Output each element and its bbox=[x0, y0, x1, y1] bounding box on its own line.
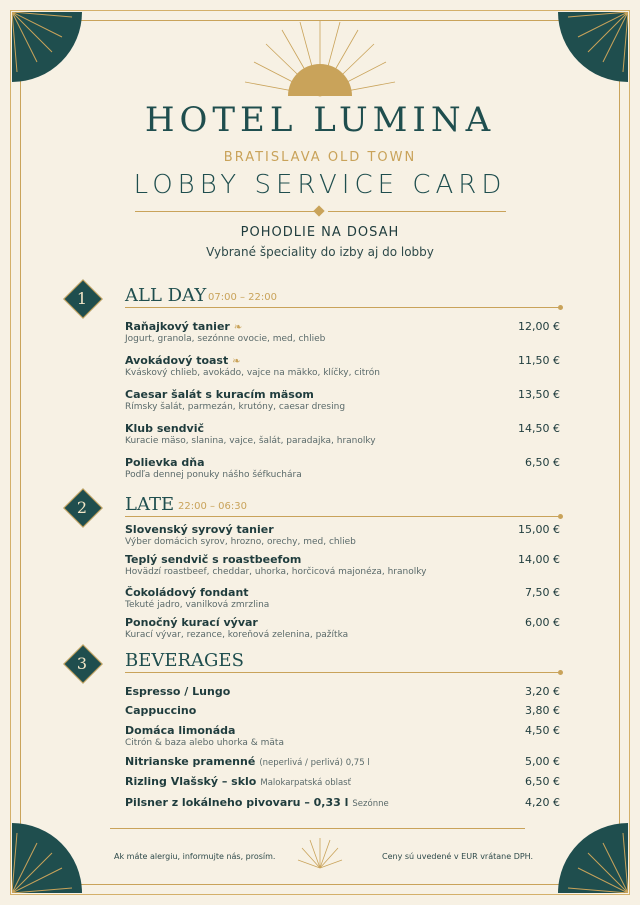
section-number: 2 bbox=[76, 498, 88, 517]
menu-item-label: Nitrianske pramenné bbox=[125, 755, 256, 768]
menu-item-price: 4,50 € bbox=[525, 724, 560, 737]
menu-item-description: Podľa dennej ponuky nášho šéfkuchára bbox=[125, 470, 302, 480]
menu-item-price: 13,50 € bbox=[518, 388, 560, 401]
menu-item-description: Kuracie mäso, slanina, vajce, šalát, paradajka, hranolky bbox=[125, 436, 376, 446]
section-line-dot bbox=[558, 514, 563, 519]
menu-item-note: (neperlivá / perlivá) 0,75 l bbox=[259, 758, 370, 768]
card-title: LOBBY SERVICE CARD bbox=[133, 170, 507, 200]
tagline: POHODLIE NA DOSAH bbox=[240, 225, 400, 240]
menu-item-label: Cappuccino bbox=[125, 704, 197, 717]
menu-item-description: Rímsky šalát, parmezán, krutóny, caesar dresing bbox=[125, 402, 346, 412]
menu-item-name bbox=[125, 685, 230, 698]
menu-item-name bbox=[125, 388, 314, 401]
section-title: BEVERAGES bbox=[125, 650, 244, 671]
menu-item-price: 4,20 € bbox=[525, 796, 560, 809]
menu-item-name bbox=[125, 704, 196, 717]
menu-item-label: Avokádový toast bbox=[125, 354, 229, 367]
leaf-icon: ❧ bbox=[232, 356, 241, 367]
sunburst-icon bbox=[240, 18, 400, 98]
menu-item-price: 6,50 € bbox=[525, 775, 560, 788]
menu-item-description: Výber domácich syrov, hrozno, orechy, med, chlieb bbox=[125, 537, 356, 547]
menu-item-label: Espresso / Lungo bbox=[125, 685, 231, 698]
footer-divider bbox=[110, 828, 525, 829]
menu-item-description: Kurací vývar, rezance, koreňová zelenina, pažítka bbox=[125, 630, 349, 640]
price-note: Ceny sú uvedené v EUR vrátane DPH. bbox=[382, 852, 534, 861]
menu-item-label: Slovenský syrový tanier bbox=[125, 523, 274, 536]
menu-item-label: Pilsner z lokálneho pivovaru – 0,33 l bbox=[125, 796, 349, 809]
menu-item-name bbox=[125, 586, 249, 599]
menu-item-price: 3,20 € bbox=[525, 685, 560, 698]
menu-item-label: Domáca limonáda bbox=[125, 724, 236, 737]
menu-item-name bbox=[125, 724, 235, 737]
menu-item-name bbox=[125, 523, 274, 536]
menu-item-label: Polievka dňa bbox=[125, 456, 205, 469]
fan-corner-icon bbox=[12, 823, 82, 893]
menu-item-name bbox=[125, 775, 351, 788]
menu-item-price: 7,50 € bbox=[525, 586, 560, 599]
menu-item-description: Citrón & baza alebo uhorka & mäta bbox=[125, 738, 284, 748]
menu-item-description: Tekuté jadro, vanilková zmrzlina bbox=[125, 600, 270, 610]
location-subtitle: BRATISLAVA OLD TOWN bbox=[223, 150, 417, 165]
fan-corner-icon bbox=[12, 12, 82, 82]
menu-item-price: 3,80 € bbox=[525, 704, 560, 717]
menu-item-name bbox=[125, 553, 301, 566]
menu-item-price: 6,50 € bbox=[525, 456, 560, 469]
menu-item-name bbox=[125, 320, 242, 333]
section-number: 1 bbox=[76, 289, 88, 308]
section-line bbox=[125, 516, 560, 517]
divider-line bbox=[135, 211, 315, 212]
menu-item-price: 14,50 € bbox=[518, 422, 560, 435]
tagline-subtitle: Vybrané špeciality do izby aj do lobby bbox=[206, 245, 434, 259]
section-title: ALL DAY bbox=[125, 285, 207, 306]
menu-item-label: Rizling Vlašský – sklo bbox=[125, 775, 257, 788]
section-line-dot bbox=[558, 305, 563, 310]
section-line bbox=[125, 307, 560, 308]
menu-item-price: 15,00 € bbox=[518, 523, 560, 536]
fan-corner-icon bbox=[558, 823, 628, 893]
menu-item-description: Jogurt, granola, sezónne ovocie, med, chlieb bbox=[125, 334, 326, 344]
menu-item-name bbox=[125, 755, 370, 768]
menu-item-description: Hovädzí roastbeef, cheddar, uhorka, horčicová majonéza, hranolky bbox=[125, 567, 427, 577]
menu-item-note: Malokarpatská oblasť bbox=[260, 778, 351, 788]
menu-item-price: 11,50 € bbox=[518, 354, 560, 367]
menu-item-price: 6,00 € bbox=[525, 616, 560, 629]
menu-item-label: Raňajkový tanier bbox=[125, 320, 230, 333]
footer-fan-icon bbox=[296, 836, 344, 870]
menu-item-label: Čokoládový fondant bbox=[125, 586, 249, 599]
section-title: LATE bbox=[125, 494, 175, 515]
fan-corner-icon bbox=[558, 12, 628, 82]
menu-item-price: 14,00 € bbox=[518, 553, 560, 566]
menu-item-label: Ponočný kurací vývar bbox=[125, 616, 258, 629]
hotel-name: HOTEL LUMINA bbox=[144, 100, 496, 140]
section-line bbox=[125, 672, 560, 673]
section-time: 22:00 – 06:30 bbox=[178, 501, 247, 512]
menu-item-label: Klub sendvič bbox=[125, 422, 205, 435]
menu-item-name bbox=[125, 796, 389, 809]
section-line-dot bbox=[558, 670, 563, 675]
menu-item-price: 12,00 € bbox=[518, 320, 560, 333]
menu-item-price: 5,00 € bbox=[525, 755, 560, 768]
divider-line bbox=[328, 211, 506, 212]
menu-item-name bbox=[125, 354, 241, 367]
allergy-note: Ak máte alergiu, informujte nás, prosím. bbox=[114, 852, 276, 861]
menu-item-label: Teplý sendvič s roastbeefom bbox=[125, 553, 302, 566]
section-number: 3 bbox=[76, 654, 88, 673]
menu-item-note: Sezónne bbox=[352, 799, 389, 809]
menu-item-description: Kváskový chlieb, avokádo, vajce na mäkko, klíčky, citrón bbox=[125, 368, 380, 378]
menu-item-name bbox=[125, 422, 204, 435]
menu-item-name bbox=[125, 456, 205, 469]
leaf-icon: ❧ bbox=[233, 322, 243, 333]
menu-item-label: Caesar šalát s kuracím mäsom bbox=[125, 388, 314, 401]
section-time: 07:00 – 22:00 bbox=[208, 292, 277, 303]
menu-item-name bbox=[125, 616, 258, 629]
